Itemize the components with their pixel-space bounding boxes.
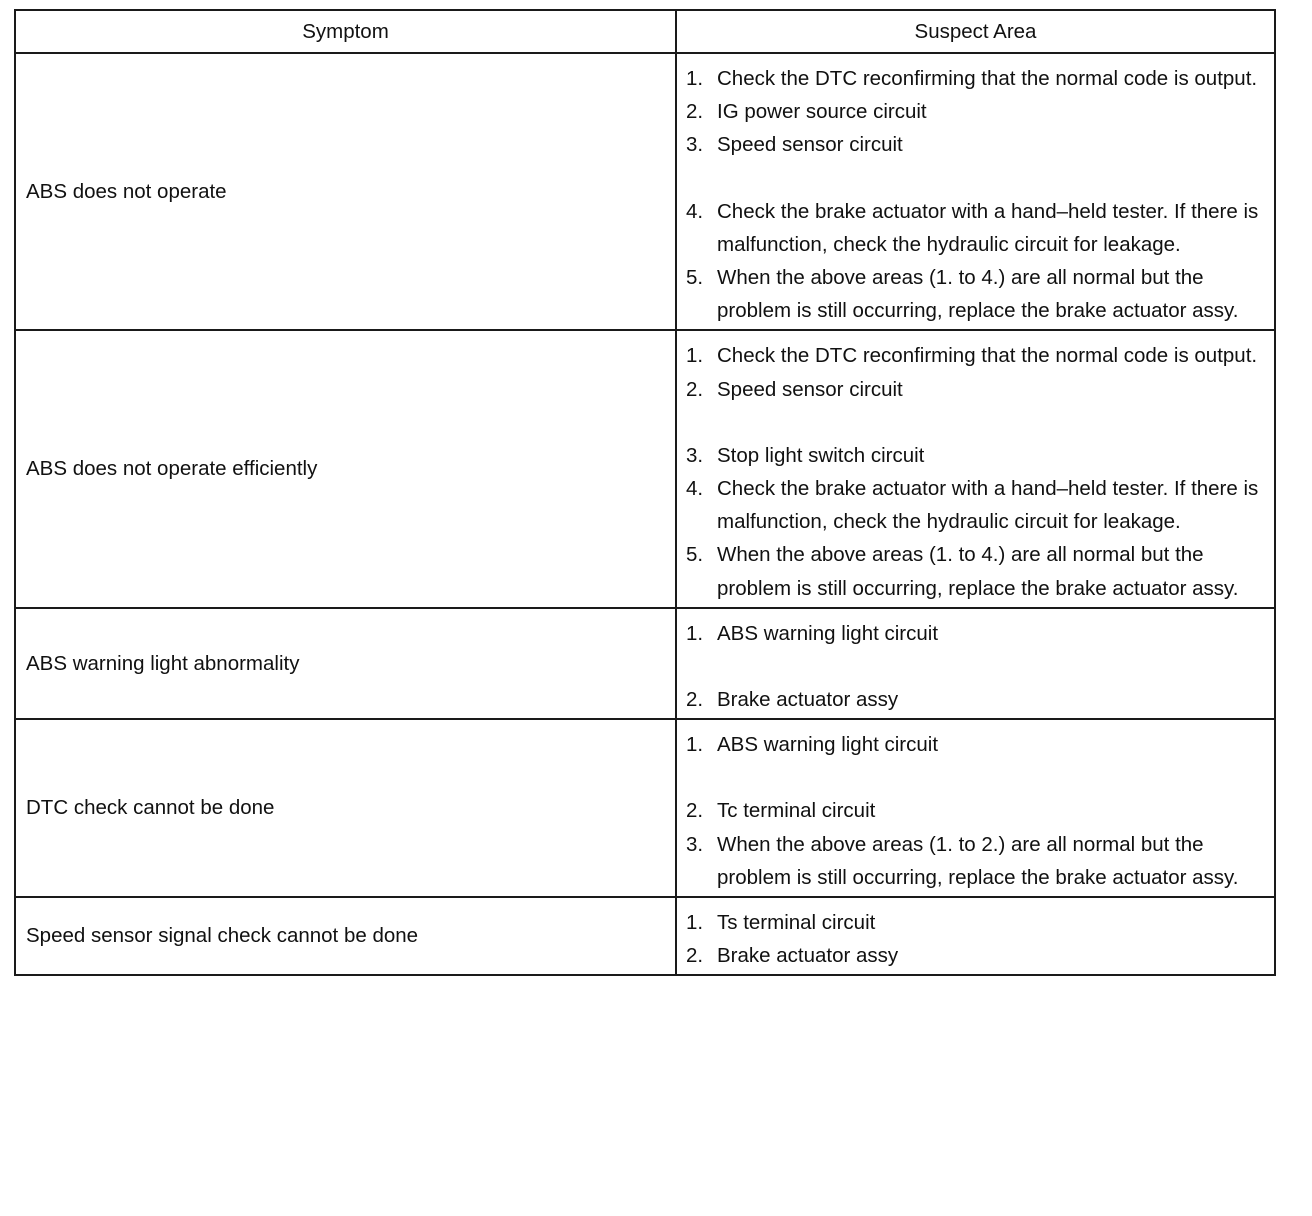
suspect-area-cell — [676, 608, 1275, 719]
list-item — [686, 683, 1260, 716]
table-row — [15, 719, 1275, 897]
table-row — [15, 897, 1275, 975]
list-item — [686, 339, 1260, 372]
item-text: ABS warning light circuit — [717, 621, 939, 645]
suspect-list — [686, 906, 1260, 972]
item-text: Speed sensor circuit — [717, 133, 903, 157]
item-text: IG power source circuit — [717, 100, 927, 124]
item-text: Check the DTC reconfirming that the normal code is output. — [717, 67, 1258, 90]
list-item — [686, 439, 1260, 472]
item-text: Speed sensor circuit — [717, 377, 903, 401]
list-item — [686, 939, 1260, 972]
list-item — [686, 906, 1260, 939]
symptom-cell: ABS does not operate efficiently — [15, 330, 676, 607]
item-number: 3. — [686, 832, 704, 856]
list-item — [686, 95, 1260, 128]
item-number: 1. — [686, 733, 704, 757]
item-number: 1. — [686, 344, 704, 368]
symptom-cell: DTC check cannot be done — [15, 719, 676, 897]
item-number: 5. — [686, 543, 704, 567]
table-row — [15, 608, 1275, 719]
suspect-list — [686, 728, 1260, 894]
item-number: 3. — [686, 443, 704, 467]
suspect-list — [686, 617, 1260, 716]
table-row — [15, 53, 1275, 330]
item-number: 5. — [686, 266, 704, 290]
item-number: 3. — [686, 133, 704, 157]
item-text: Tc terminal circuit — [717, 799, 876, 823]
item-number: 1. — [686, 621, 704, 645]
list-item — [686, 373, 1260, 406]
document-page — [14, 9, 1274, 976]
symptom-cell: ABS does not operate — [15, 53, 676, 330]
list-item — [686, 62, 1260, 95]
suspect-area-cell — [676, 719, 1275, 897]
item-text: Ts terminal circuit — [717, 911, 876, 935]
list-item — [686, 195, 1260, 261]
item-text: Brake actuator assy — [717, 944, 899, 968]
item-text: Check the brake actuator with a hand–held tester. If there is malfunction, check the hydraulic circuit for leakage. — [717, 477, 1259, 534]
symptom-cell: Speed sensor signal check cannot be done — [15, 897, 676, 975]
item-number: 2. — [686, 100, 704, 124]
suspect-area-cell — [676, 330, 1275, 607]
item-number: 2. — [686, 944, 704, 968]
list-item — [686, 794, 1260, 827]
item-text: When the above areas (1. to 2.) are all normal but the problem is still occurring, replace the brake actuator assy. — [717, 832, 1239, 889]
item-text: Stop light switch circuit — [717, 443, 925, 467]
list-item — [686, 728, 1260, 761]
item-number: 1. — [686, 911, 704, 935]
troubleshooting-table — [14, 9, 1276, 976]
item-text: Check the brake actuator with a hand–held tester. If there is malfunction, check the hydraulic circuit for leakage. — [717, 199, 1259, 256]
item-number: 2. — [686, 688, 704, 712]
suspect-list — [686, 62, 1260, 327]
table-row — [15, 330, 1275, 607]
symptom-header: Symptom — [15, 10, 676, 53]
suspect-area-cell — [676, 53, 1275, 330]
suspect-area-cell — [676, 897, 1275, 975]
item-text: Brake actuator assy — [717, 688, 899, 712]
list-item — [686, 617, 1260, 650]
item-text: When the above areas (1. to 4.) are all normal but the problem is still occurring, replace the brake actuator assy. — [717, 266, 1239, 323]
item-text: Check the DTC reconfirming that the normal code is output. — [717, 344, 1258, 368]
item-number: 1. — [686, 67, 704, 90]
symptom-cell: ABS warning light abnormality — [15, 608, 676, 719]
list-item — [686, 128, 1260, 161]
item-text: ABS warning light circuit — [717, 733, 939, 757]
item-number: 2. — [686, 377, 704, 401]
suspect-list — [686, 339, 1260, 604]
list-item — [686, 538, 1260, 604]
item-number: 4. — [686, 477, 704, 501]
suspect-area-header: Suspect Area — [676, 10, 1275, 53]
item-text: When the above areas (1. to 4.) are all normal but the problem is still occurring, replace the brake actuator assy. — [717, 543, 1239, 600]
list-item — [686, 261, 1260, 327]
header-row — [15, 10, 1275, 53]
list-item — [686, 828, 1260, 894]
item-number: 4. — [686, 199, 704, 223]
list-item — [686, 472, 1260, 538]
item-number: 2. — [686, 799, 704, 823]
